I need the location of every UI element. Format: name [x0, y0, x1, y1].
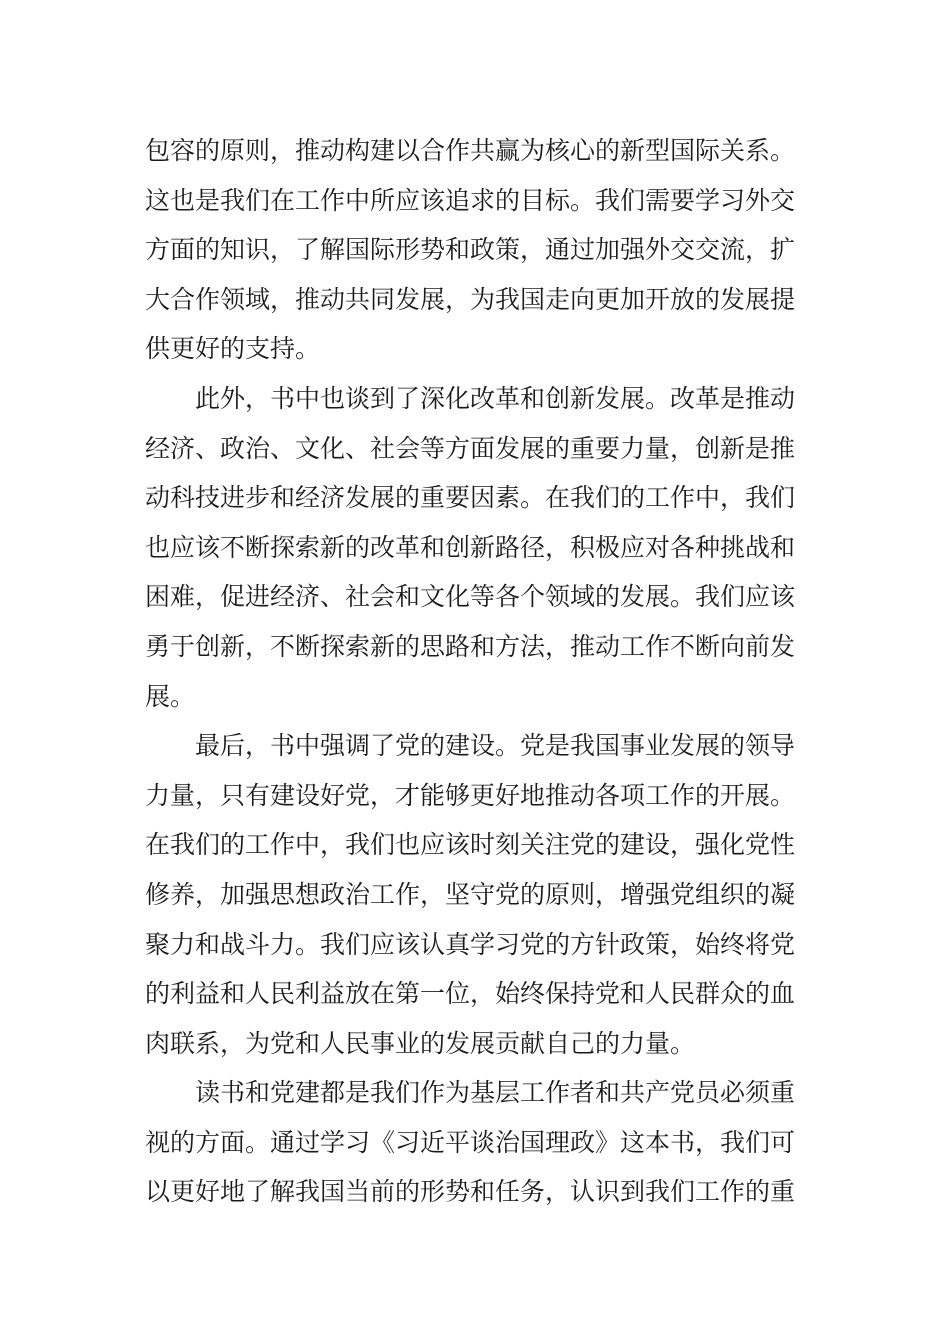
document-body [145, 126, 795, 1217]
text-line-first: 此外，书中也谈到了深化改革和创新发展。改革是推动 [195, 383, 796, 413]
text-line-first: 最后，书中强调了党的建设。党是我国事业发展的领导 [195, 731, 796, 761]
text-line: 经济、政治、文化、社会等方面发展的重要力量，创新是推 [145, 433, 796, 463]
text-line: 包容的原则，推动构建以合作共赢为核心的新型国际关系。 [145, 136, 796, 165]
text-line: 这也是我们在工作中所应该追求的目标。我们需要学习外交 [145, 185, 796, 215]
paragraph-party-building [145, 721, 795, 1068]
text-line: 展。 [145, 681, 196, 711]
text-line: 修养，加强思想政治工作，坚守党的原则，增强党组织的凝 [145, 879, 796, 909]
text-line: 在我们的工作中，我们也应该时刻关注党的建设，强化党性 [145, 830, 796, 860]
paragraph-reading-summary [145, 1068, 795, 1217]
paragraph-continuation [145, 126, 795, 374]
text-line: 视的方面。通过学习《习近平谈治国理政》这本书，我们可 [145, 1127, 796, 1157]
text-line: 勇于创新，不断探索新的思路和方法，推动工作不断向前发 [145, 631, 796, 661]
text-line: 肉联系，为党和人民事业的发展贡献自己的力量。 [145, 1028, 696, 1058]
text-line: 动科技进步和经济发展的重要因素。在我们的工作中，我们 [145, 483, 796, 513]
text-line: 聚力和战斗力。我们应该认真学习党的方针政策，始终将党 [145, 929, 796, 959]
text-line: 困难，促进经济、社会和文化等各个领域的发展。我们应该 [145, 582, 796, 612]
text-line: 也应该不断探索新的改革和创新路径，积极应对各种挑战和 [145, 532, 796, 562]
text-line-first: 读书和党建都是我们作为基层工作者和共产党员必须重 [195, 1078, 796, 1108]
text-line: 方面的知识，了解国际形势和政策，通过加强外交交流，扩 [145, 235, 796, 265]
paragraph-reform-innovation [145, 374, 795, 721]
text-line: 供更好的支持。 [145, 334, 321, 364]
text-line: 大合作领域，推动共同发展，为我国走向更加开放的发展提 [145, 284, 796, 314]
text-line: 力量，只有建设好党，才能够更好地推动各项工作的开展。 [145, 780, 796, 810]
text-line: 的利益和人民利益放在第一位，始终保持党和人民群众的血 [145, 979, 796, 1009]
text-line: 以更好地了解我国当前的形势和任务，认识到我们工作的重 [145, 1177, 796, 1207]
